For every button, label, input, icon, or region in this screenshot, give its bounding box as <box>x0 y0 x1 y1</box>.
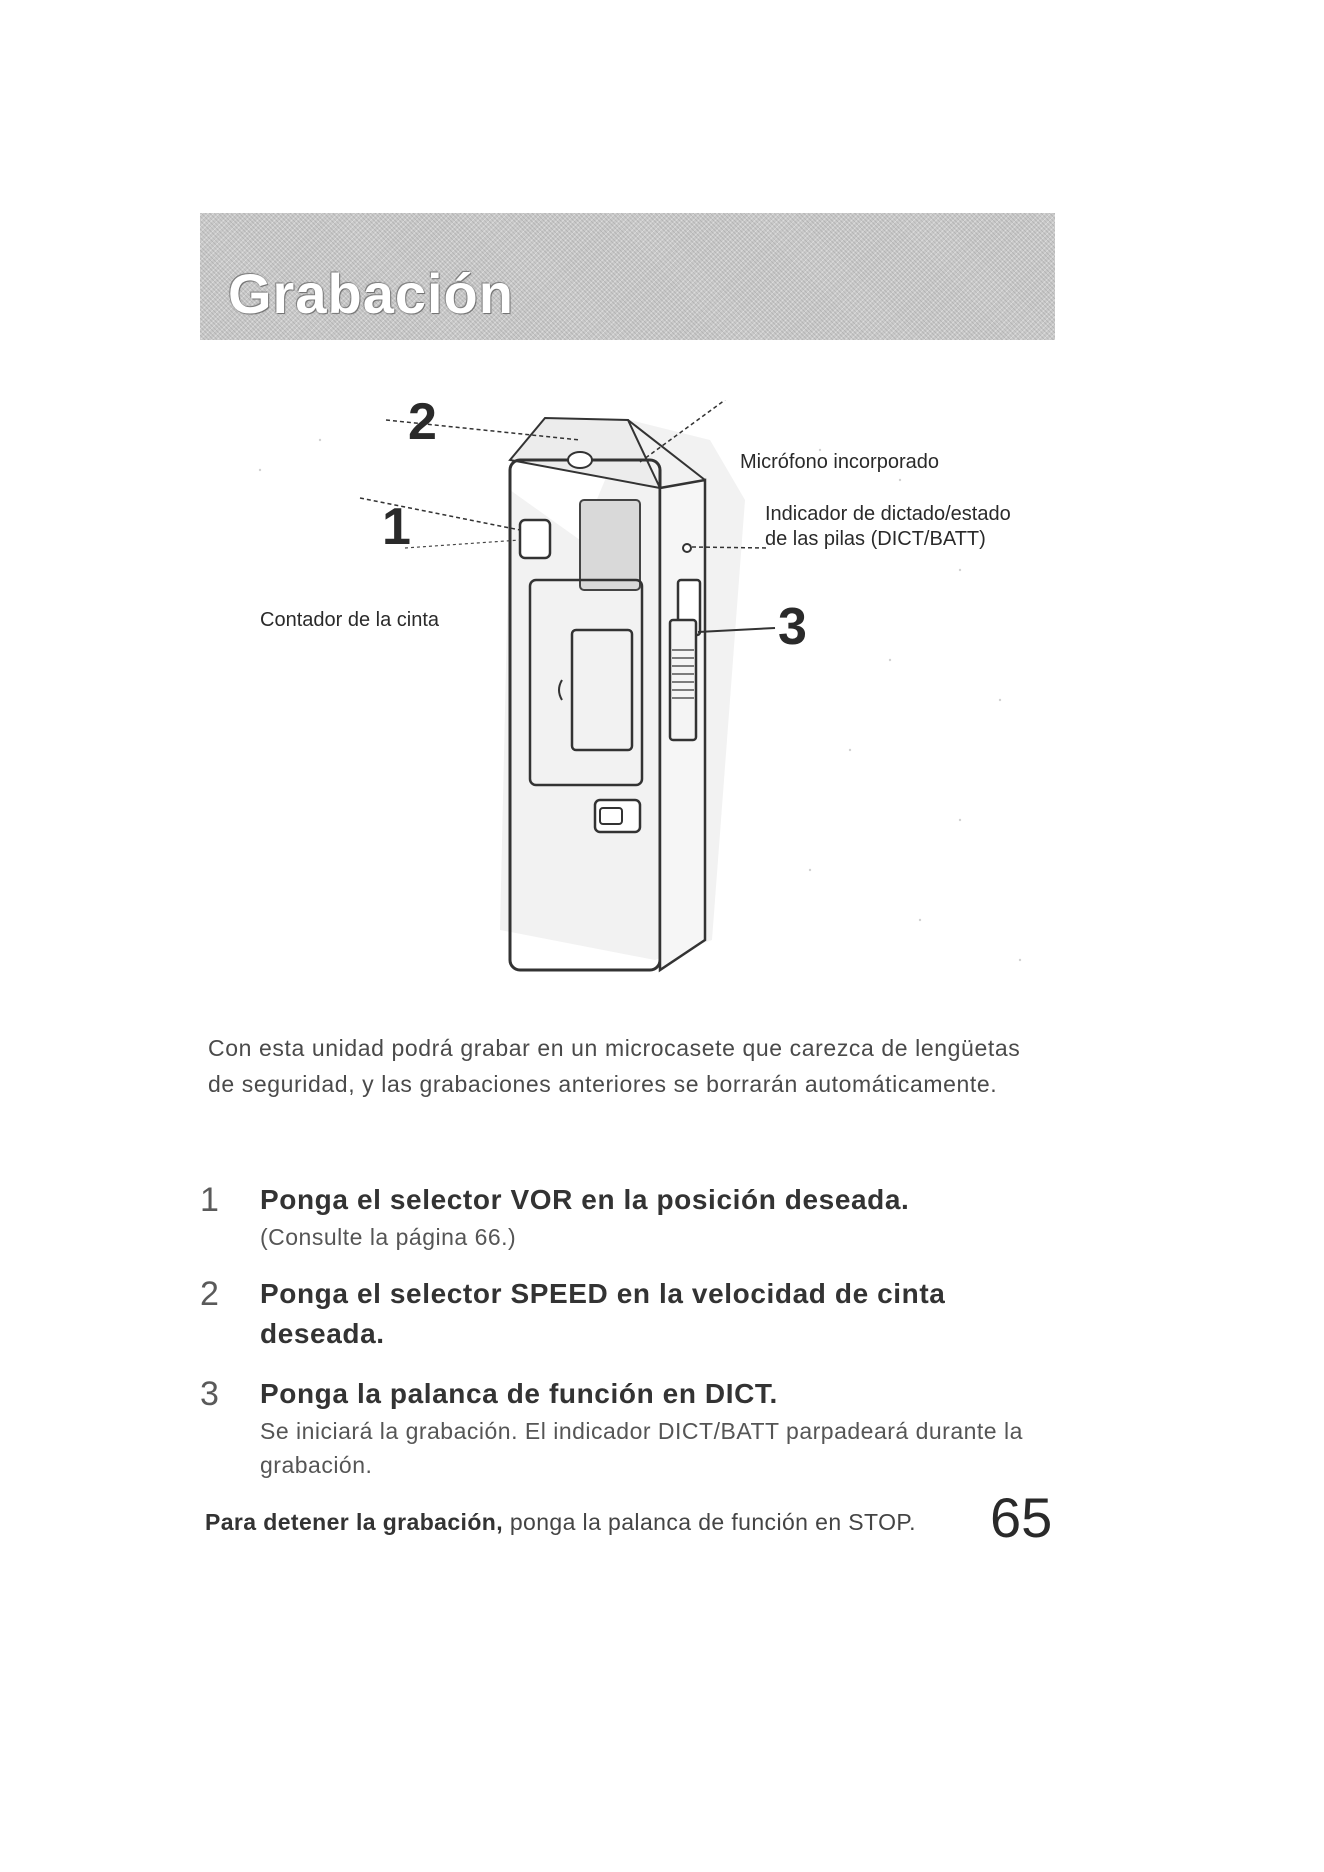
step-title: Ponga el selector VOR en la posición deseada. <box>260 1184 910 1215</box>
step-item <box>200 1274 1060 1354</box>
callout-number-2: 2 <box>408 393 437 451</box>
step-list <box>200 1180 1060 1502</box>
callout-number-1: 1 <box>382 498 411 556</box>
step-note: (Consulte la página 66.) <box>260 1224 517 1250</box>
step-item <box>200 1180 1060 1254</box>
device-illustration <box>200 393 1055 1000</box>
label-dict-batt-indicator: Indicador de dictado/estado de las pilas (DICT/BATT) <box>765 503 1011 550</box>
label-tape-counter: Contador de la cinta <box>260 609 440 631</box>
section-header-banner <box>200 213 1055 340</box>
microcassette-recorder-drawing <box>200 400 1055 1000</box>
step-item <box>200 1374 1060 1482</box>
stop-instruction-text: ponga la palanca de función en STOP. <box>509 1509 916 1535</box>
callout-number-3: 3 <box>778 598 807 656</box>
page-number: 65 <box>990 1486 1053 1549</box>
step-number: 2 <box>200 1275 219 1313</box>
step-number: 3 <box>200 1375 219 1413</box>
step-title: Ponga el selector SPEED en la velocidad de cinta deseada. <box>260 1278 946 1349</box>
stop-instruction <box>205 1505 925 1539</box>
step-note: Se iniciará la grabación. El indicador DICT/BATT parpadeará durante la grabación. <box>260 1418 1023 1478</box>
stop-instruction-lead: Para detener la grabación, <box>205 1509 504 1535</box>
page-title: Grabación <box>228 262 514 325</box>
step-title: Ponga la palanca de función en DICT. <box>260 1378 778 1409</box>
step-number: 1 <box>200 1181 219 1219</box>
intro-paragraph: Con esta unidad podrá grabar en un microcasete que carezca de lengüetas de seguridad, y las grabaciones anteriores se borrarán automáticamente. <box>208 1035 1021 1097</box>
label-built-in-microphone: Micrófono incorporado <box>740 451 939 473</box>
